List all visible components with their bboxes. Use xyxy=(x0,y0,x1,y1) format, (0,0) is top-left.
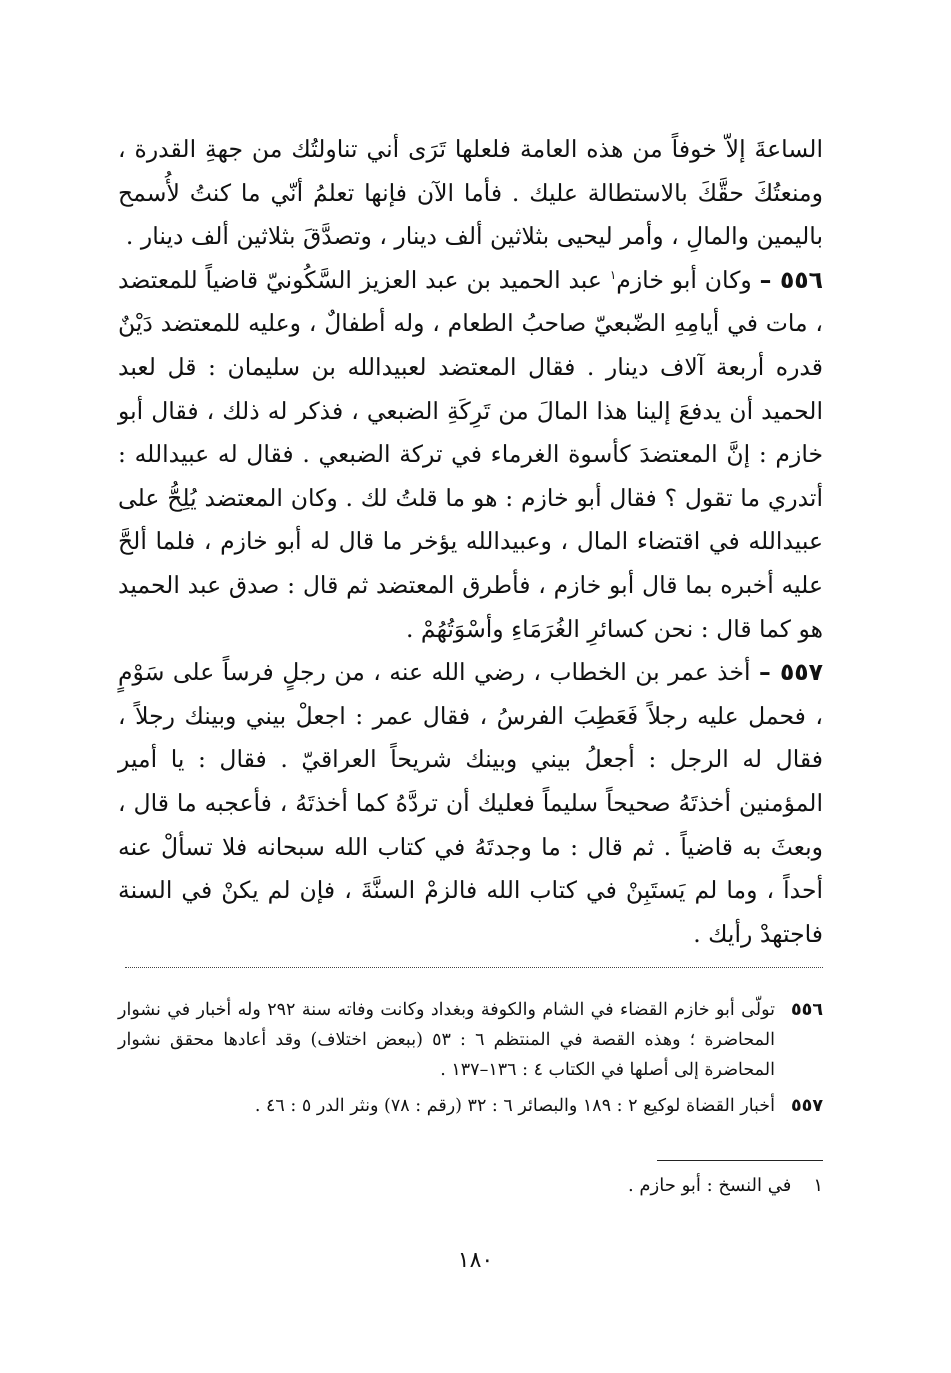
paragraph-556-text-a: وكان أبو خازم xyxy=(616,265,752,294)
entry-number-557: ٥٥٧ – xyxy=(759,658,823,687)
note-556 xyxy=(118,995,823,1085)
source-notes xyxy=(118,995,823,1127)
main-text xyxy=(118,128,823,956)
footnote-number: ١ xyxy=(813,1175,823,1196)
paragraph-556 xyxy=(118,259,823,651)
note-number: ٥٥٧ xyxy=(790,1096,823,1116)
paragraph-557 xyxy=(118,651,823,956)
footnote-marker: ١ xyxy=(609,267,617,282)
note-557 xyxy=(118,1091,823,1121)
page-number: ١٨٠ xyxy=(457,1248,494,1273)
paragraph-556-text-b: عبد الحميد بن عبد العزيز السَّكُونيّ قاضياً للمعتضد ، مات في أيامِهِ الضّبعيّ صاحبُ الطعام ، وله أطفالٌ ، وعليه للمعتضد دَيْنٌ قدره أربعة آلاف دينار . فقال المعتضد لعبيدالله بن سليمان : قل لعبد الحميد أن يدفعَ إلينا هذا المالَ من تَرِكَةِ الضبعي ، فذكر له ذلك ، فقال أبو خازم : إنَّ المعتضدَ كأسوة الغرماء في تركة الضبعي . فقال له عبيدالله : أتدري ما تقول ؟ فقال أبو خازم : هو ما قلتُ لك . وكان المعتضد يُلِحُّ على عبيدالله في اقتضاء المال ، وعبيدالله يؤخر ما قال له أبو خازم ، فلما ألحَّ عليه أخبره بما قال أبو خازم ، فأطرق المعتضد ثم قال : صدق عبد الحميد هو كما قال : نحن كسائرِ الغُرَمَاءِ وأسْوَتُهُمْ . xyxy=(118,265,823,643)
note-text: أخبار القضاة لوكيع ٢ : ١٨٩ والبصائر ٦ : ٣٢ (رقم : ٧٨) ونثر الدر ٥ : ٤٦ . xyxy=(254,1096,775,1116)
paragraph-continuation: الساعةَ إلاّ خوفاً من هذه العامة فلعلها تَرَى أني تناولتُك من جهةِ القدرة ، ومنعتُكَ حقَّكَ بالاستطالة عليك . فأما الآن فإنها تعلمُ أنّي ما كنتُ لأُسمح باليمين والمالِ ، وأمر ليحيى بثلاثين ألف دينار ، وتصدَّقَ بثلاثين ألف دينار . xyxy=(118,135,823,251)
footnote xyxy=(628,1172,823,1200)
note-text: تولّى أبو خازم القضاء في الشام والكوفة وبغداد وكانت وفاته سنة ٢٩٢ وله أخبار في نشوار المحاضرة ؛ وهذه القصة في المنتظم ٦ : ٥٣ (ببعض اختلاف) وقد أعادها محقق نشوار المحاضرة إلى أصلها في الكتاب ٤ : ١٣٦–١٣٧ . xyxy=(118,1000,775,1080)
footnote-text: في النسخ : أبو حازم . xyxy=(627,1175,792,1196)
paragraph-557-text: أخذ عمر بن الخطاب ، رضي الله عنه ، من رجلٍ فرساً على سَوْمٍ ، فحمل عليه رجلاً فَعَطِبَ الفرسُ ، فقال عمر : اجعلْ بيني وبينك رجلاً ، فقال له الرجل : أجعلُ بيني وبينك شريحاً العراقيّ . فقال : يا أمير المؤمنين أخذتَهُ صحيحاً سليماً فعليك أن تردَّهُ كما أخذتَهُ ، فأعجبه ما قال ، وبعثَ به قاضياً . ثم قال : ما وجدتَهُ في كتاب الله سبحانه فلا تسألْ عنه أحداً ، وما لم يَستَبِنْ في كتاب الله فالزمْ السنَّةَ ، فإن لم يكنْ في السنة فاجتهدْ رأيك . xyxy=(118,658,823,948)
entry-number-556: ٥٥٦ – xyxy=(759,265,823,294)
footnote-rule xyxy=(657,1160,823,1161)
notes-separator xyxy=(125,967,823,968)
note-number: ٥٥٦ xyxy=(790,1000,823,1020)
